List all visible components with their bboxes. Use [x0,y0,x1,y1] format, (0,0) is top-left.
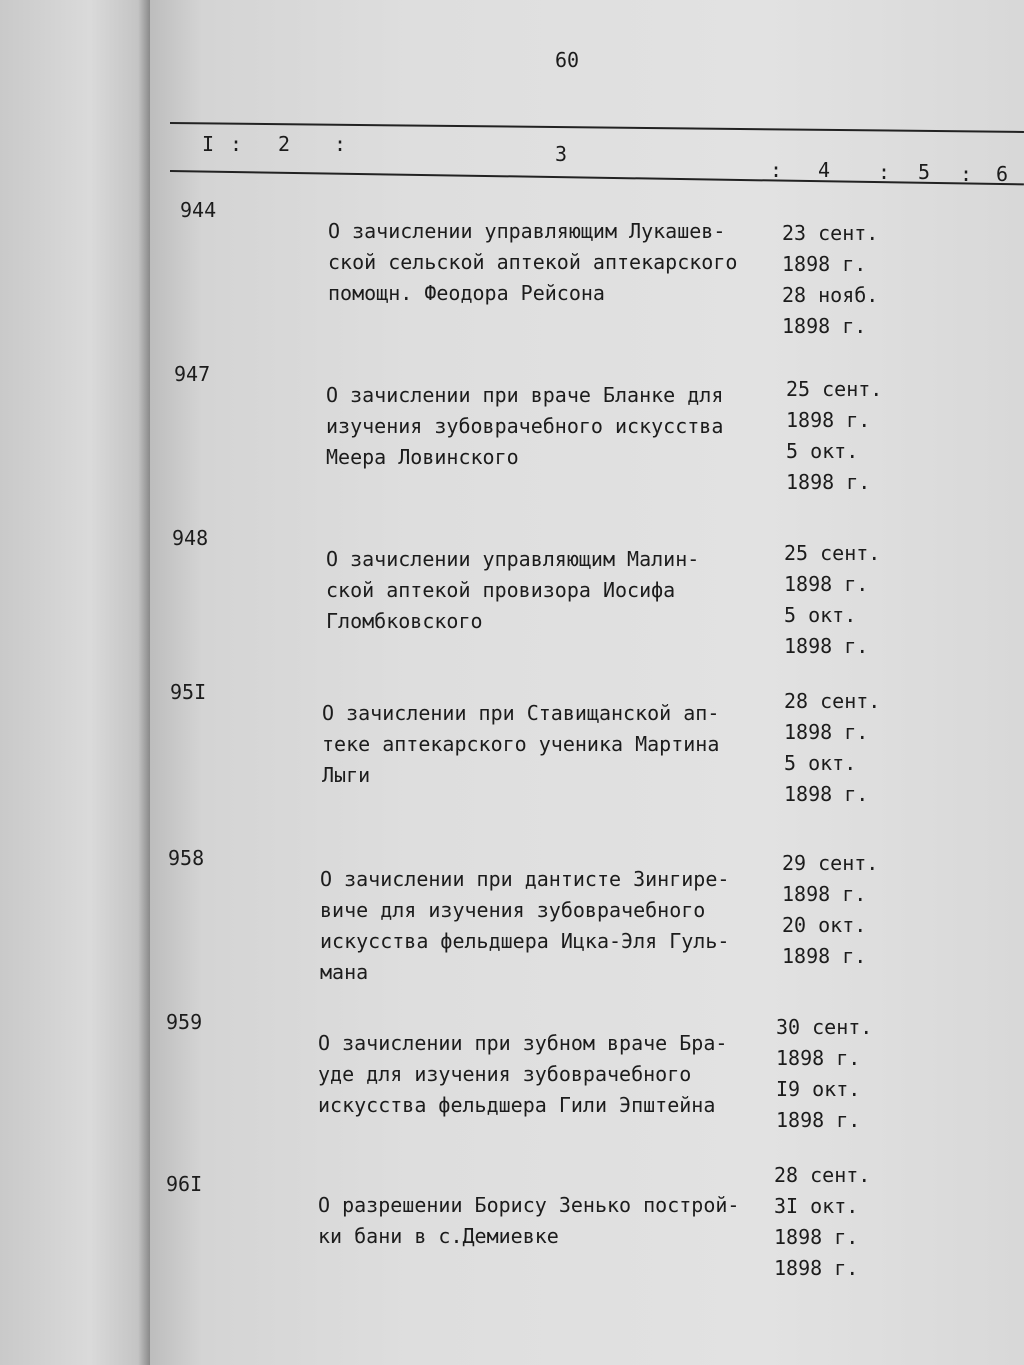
entry-description [318,1028,778,1121]
entry-date: 1898 г. [782,944,867,968]
register-entry [150,1010,1024,1160]
entry-dates [786,374,882,498]
entry-description [320,864,780,988]
entry-number: 96I [166,1172,203,1196]
column-separator: : [770,158,783,182]
entry-text-line: Гломбковского [326,609,483,633]
entry-date: 28 сент. [784,689,881,713]
entry-date: 25 сент. [784,541,881,565]
entry-date: 30 сент. [776,1015,873,1039]
entry-text-line: Лыги [322,763,371,787]
entry-text-line: мана [320,960,369,984]
register-entry [150,198,1024,348]
entry-text-line: О зачислении управляющим Лукашев- [328,219,726,243]
entry-text-line: О разрешении Борису Зенько построй- [318,1193,740,1217]
entry-dates [784,538,880,662]
entry-text-line: помощн. Феодора Рейсона [328,281,605,305]
entry-number: 944 [180,198,217,222]
column-separator: : [230,132,243,156]
entry-text-line: уде для изучения зубоврачебного [318,1062,692,1086]
entry-text-line: ки бани в с.Демиевке [318,1224,559,1248]
entry-date: 23 сент. [782,221,879,245]
entry-text-line: ской сельской аптекой аптекарского [328,250,738,274]
entry-date: 1898 г. [784,782,869,806]
facing-page-edge [0,0,150,1365]
entry-date: 1898 г. [786,470,871,494]
entry-number: 948 [172,526,209,550]
entry-date: 1898 г. [776,1108,861,1132]
entry-dates [774,1160,870,1284]
entry-text-line: виче для изучения зубоврачебного [320,898,706,922]
entry-description [328,216,788,309]
entry-date: 5 окт. [784,751,857,775]
entry-date: 1898 г. [774,1225,859,1249]
entry-dates [776,1012,872,1136]
column-separator: : [334,132,347,156]
entry-number: 947 [174,362,211,386]
entry-text-line: О зачислении при враче Бланке для [326,383,724,407]
entry-date: 28 сент. [774,1163,871,1187]
entry-text-line: теке аптекарского ученика Мартина [322,732,720,756]
entry-date: 20 окт. [782,913,867,937]
entry-number: 958 [168,846,205,870]
document-page [150,0,1024,1365]
entry-description [322,698,782,791]
column-header-3: 3 [555,142,568,166]
entry-dates [784,686,880,810]
entry-date: 1898 г. [784,572,869,596]
column-header-1: I [202,132,215,156]
entry-date: 1898 г. [782,314,867,338]
entry-text-line: ской аптекой провизора Иосифа [326,578,676,602]
entry-date: 3I окт. [774,1194,859,1218]
entry-date: 1898 г. [784,720,869,744]
entry-dates [782,848,878,972]
entry-number: 959 [166,1010,203,1034]
column-separator: : [878,160,891,184]
entry-text-line: Меера Ловинского [326,445,519,469]
register-entry [150,362,1024,512]
entry-description [326,380,786,473]
column-header-2: 2 [278,132,291,156]
entry-date: 1898 г. [784,634,869,658]
entry-date: 1898 г. [782,252,867,276]
register-entry [150,680,1024,830]
entry-dates [782,218,878,342]
entry-date: 1898 г. [774,1256,859,1280]
entry-date: I9 окт. [776,1077,861,1101]
entry-date: 29 сент. [782,851,879,875]
column-separator: : [960,162,973,186]
register-entry [150,1163,1024,1322]
entry-text-line: О зачислении при Ставищанской ап- [322,701,720,725]
register-entry [150,526,1024,676]
column-header-5: 5 [918,160,931,184]
entry-description [318,1190,778,1252]
entry-text-line: О зачислении при дантисте Зингире- [320,867,730,891]
page-number: 60 [555,48,580,72]
entry-number: 95I [170,680,207,704]
entry-date: 1898 г. [786,408,871,432]
column-header-4: 4 [818,158,831,182]
entry-date: 28 нояб. [782,283,879,307]
entry-text-line: О зачислении управляющим Малин- [326,547,700,571]
entry-date: 5 окт. [786,439,859,463]
header-rule-top [170,122,1024,133]
entry-text-line: искусства фельдшера Ицка-Эля Гуль- [320,929,730,953]
register-entry [150,846,1024,996]
entry-text-line: О зачислении при зубном враче Бра- [318,1031,728,1055]
entry-date: 25 сент. [786,377,883,401]
entry-date: 1898 г. [776,1046,861,1070]
entry-text-line: искусства фельдшера Гили Эпштейна [318,1093,716,1117]
header-rule-bottom [170,170,1024,185]
entry-date: 1898 г. [782,882,867,906]
entry-date: 5 окт. [784,603,857,627]
entry-text-line: изучения зубоврачебного искусства [326,414,724,438]
entry-description [326,544,786,637]
column-header-6: 6 [996,162,1009,186]
